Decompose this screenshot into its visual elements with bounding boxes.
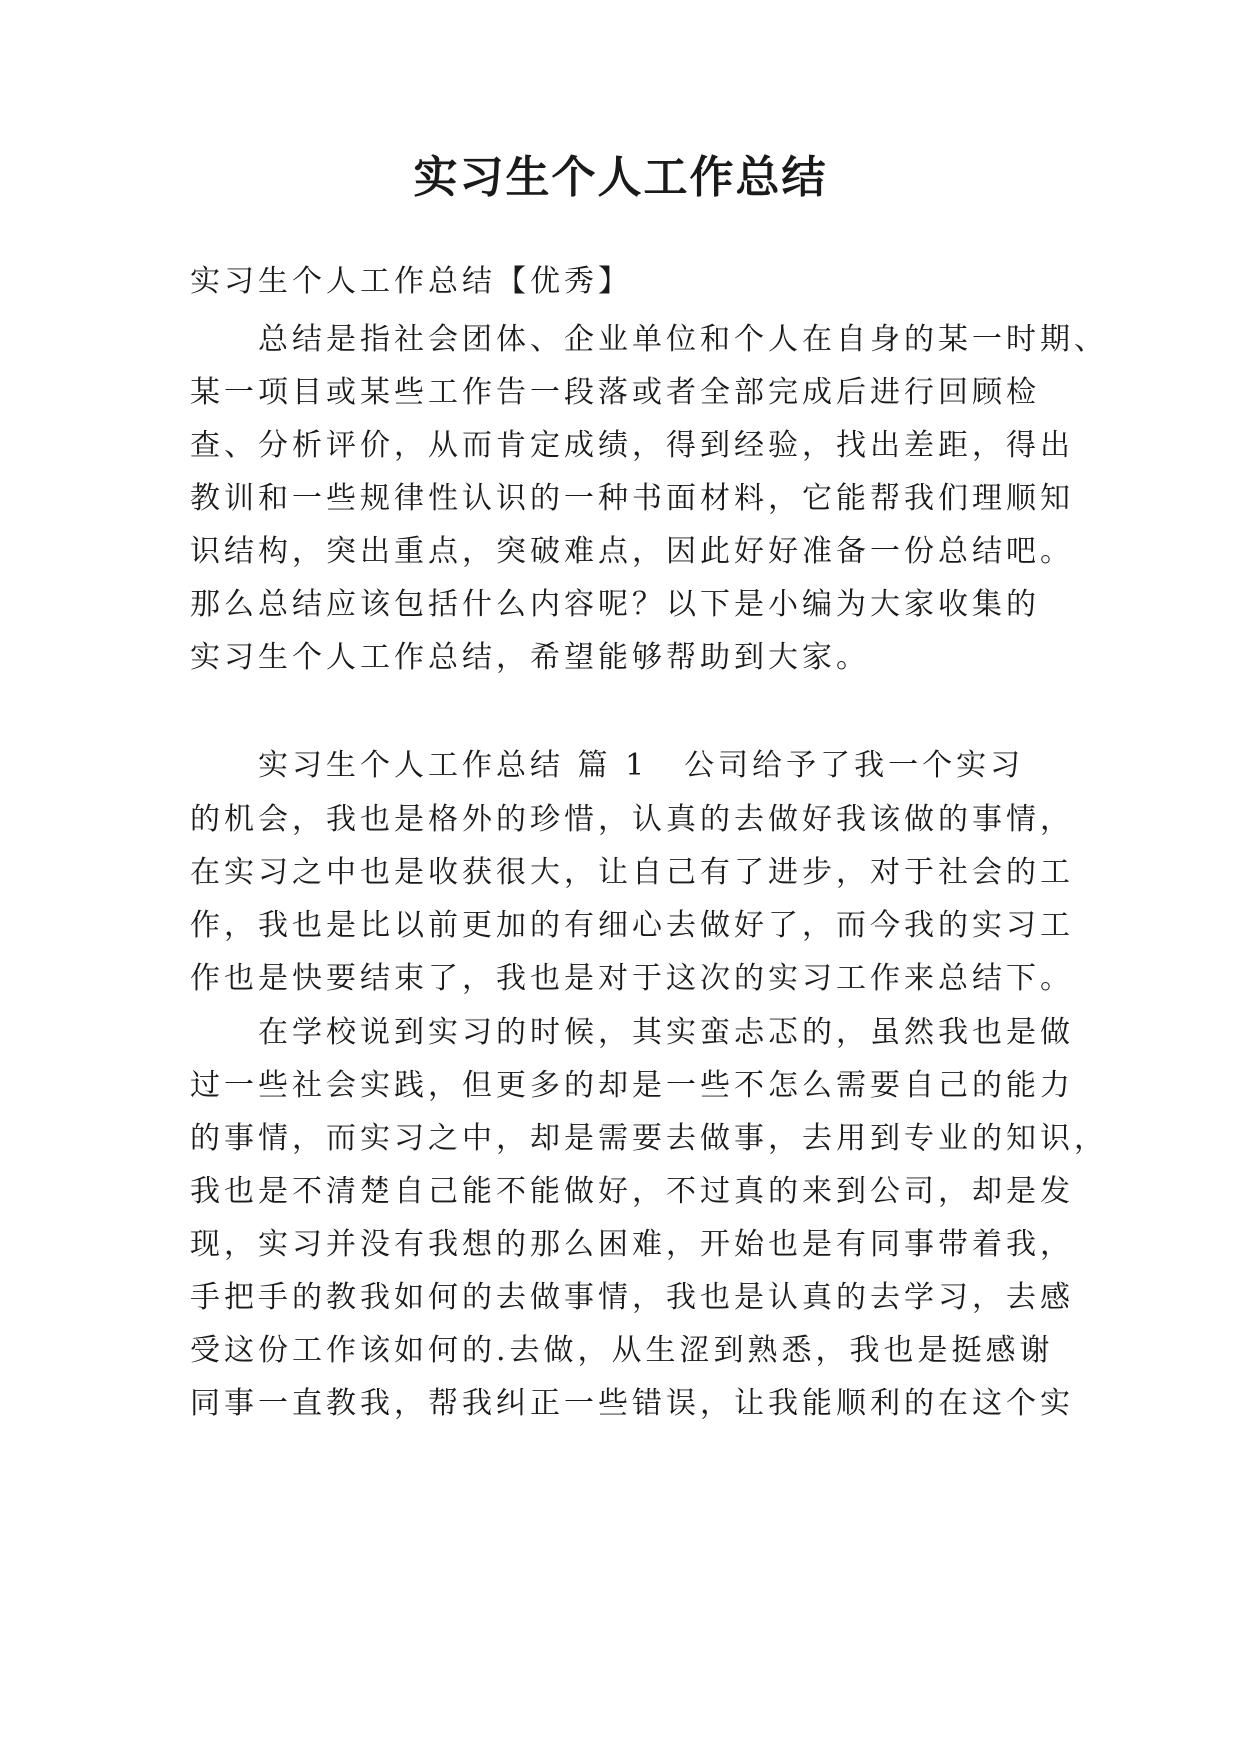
paragraph-line: 手把手的教我如何的去做事情，我也是认真的去学习，去感 [190,1280,1074,1315]
paragraph-line: 在学校说到实习的时候，其实蛮忐忑的，虽然我也是做 [258,1015,1074,1050]
document-subtitle: 实习生个人工作总结【优秀】 [190,264,632,299]
paragraph-line: 教训和一些规律性认识的一种书面材料，它能帮我们理顺知 [190,481,1074,516]
paragraph-line: 在实习之中也是收获很大，让自己有了进步，对于社会的工 [190,855,1074,890]
paragraph-line: 的机会，我也是格外的珍惜，认真的去做好我该做的事情， [190,802,1074,837]
paragraph-line: 现，实习并没有我想的那么困难，开始也是有同事带着我， [190,1227,1074,1262]
paragraph-line: 的事情，而实习之中，却是需要去做事，去用到专业的知识， [190,1121,1108,1156]
chapter-first-line-text: 公司给予了我一个实习 [684,748,1025,783]
paragraph-line: 查、分析评价，从而肯定成绩，得到经验，找出差距，得出 [190,428,1074,463]
paragraph-line: 识结构，突出重点，突破难点，因此好好准备一份总结吧。 [190,534,1074,569]
document-title: 实习生个人工作总结 [413,152,828,203]
paragraph-line: 那么总结应该包括什么内容呢？以下是小编为大家收集的 [190,587,1040,622]
paragraph-line: 某一项目或某些工作告一段落或者全部完成后进行回顾检 [190,375,1040,410]
paragraph-line: 实习生个人工作总结，希望能够帮助到大家。 [190,640,870,675]
chapter-first-line [258,746,1138,786]
paragraph-line: 作也是快要结束了，我也是对于这次的实习工作来总结下。 [190,961,1074,996]
paragraph-line: 总结是指社会团体、企业单位和个人在自身的某一时期、 [258,322,1108,357]
paragraph-line: 我也是不清楚自己能不能做好，不过真的来到公司，却是发 [190,1174,1074,1209]
paragraph-line: 作，我也是比以前更加的有细心去做好了，而今我的实习工 [190,908,1074,943]
paragraph-line: 受这份工作该如何的.去做，从生涩到熟悉，我也是挺感谢 [190,1333,1054,1368]
paragraph-line: 过一些社会实践，但更多的却是一些不怎么需要自己的能力 [190,1068,1074,1103]
paragraph-line: 同事一直教我，帮我纠正一些错误，让我能顺利的在这个实 [190,1386,1074,1421]
chapter-heading: 实习生个人工作总结 篇 1 [258,748,649,783]
